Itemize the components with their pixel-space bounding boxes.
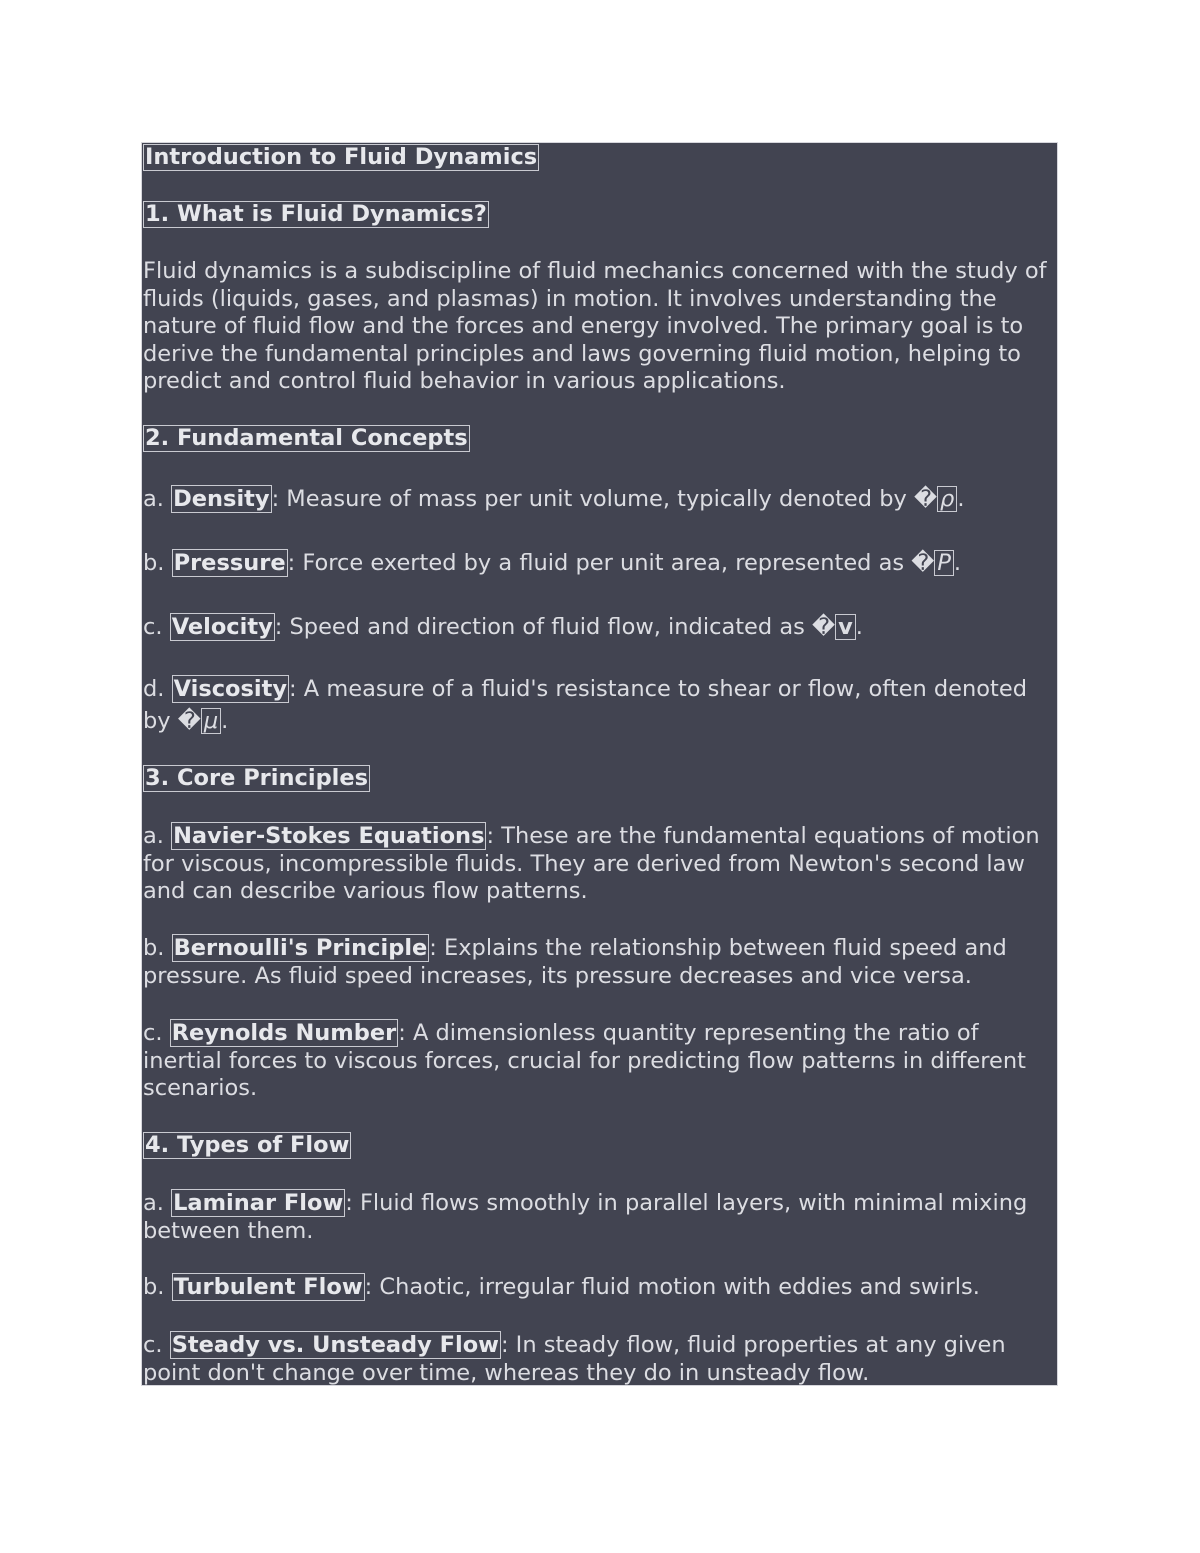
item-term: Navier-Stokes Equations [173, 823, 485, 849]
flow-item-turbulent [143, 1274, 1057, 1302]
item-text: : Chaotic, irregular fluid motion with eddies and swirls. [364, 1274, 980, 1300]
item-prefix: b. [143, 935, 172, 961]
concept-item-density [143, 486, 1057, 514]
replacement-glyph: � [812, 614, 836, 640]
flow-item-laminar [143, 1190, 1057, 1245]
section-heading: 2. Fundamental Concepts [145, 425, 468, 451]
item-prefix: c. [143, 1020, 170, 1046]
item-prefix: a. [143, 1190, 172, 1216]
item-end: . [953, 550, 962, 576]
item-term: Density [173, 486, 270, 512]
replacement-glyph: � [177, 708, 201, 734]
section-4-heading-block [143, 1132, 1057, 1160]
section-3-heading-block [143, 765, 1057, 793]
principle-item-bernoulli [143, 935, 1057, 990]
replacement-glyph: � [913, 486, 938, 512]
item-text: : Measure of mass per unit volume, typically denoted by [271, 486, 914, 512]
item-prefix: c. [143, 1332, 170, 1358]
item-text: : A dimensionless quantity representing the ratio of inertial forces to viscous forces, crucial for predicting flow patterns in different scenarios. [143, 1020, 1026, 1101]
item-term: Viscosity [173, 676, 288, 702]
item-text: : Speed and direction of fluid flow, indicated as [274, 614, 813, 640]
item-end: . [855, 614, 863, 640]
item-text: : Explains the relationship between fluid speed and pressure. As fluid speed increases, its pressure decreases and vice versa. [143, 935, 1007, 989]
item-term: Bernoulli's Principle [173, 935, 428, 961]
math-symbol: ρ [937, 486, 957, 512]
item-text: : In steady flow, fluid properties at any given point don't change over time, whereas they do in unsteady flow. [143, 1332, 1006, 1386]
section-1-paragraph: Fluid dynamics is a subdiscipline of fluid mechanics concerned with the study of fluids (liquids, gases, and plasmas) in motion. It involves understanding the nature of fluid flow and the forces and energy involved. The primary goal is to derive the fundamental principles and laws governing fluid motion, helping to predict and control fluid behavior in various applications. [143, 258, 1047, 394]
item-term: Reynolds Number [171, 1020, 397, 1046]
item-term: Laminar Flow [173, 1190, 344, 1216]
item-end: . [957, 486, 965, 512]
principle-item-reynolds [143, 1020, 1057, 1103]
item-text: : Fluid flows smoothly in parallel layers, with minimal mixing between them. [143, 1190, 1028, 1244]
flow-item-steady-unsteady [143, 1332, 1057, 1386]
item-prefix: d. [143, 676, 172, 702]
item-end: . [221, 708, 229, 734]
section-heading: 1. What is Fluid Dynamics? [145, 201, 487, 227]
item-prefix: a. [143, 823, 172, 849]
item-text: : Force exerted by a fluid per unit area, represented as [287, 550, 912, 576]
concept-item-velocity [143, 614, 1057, 642]
item-term: Turbulent Flow [173, 1274, 363, 1300]
section-1-heading-block [143, 201, 1057, 229]
section-heading: 4. Types of Flow [145, 1132, 350, 1158]
item-prefix: b. [143, 1274, 172, 1300]
section-2-heading-block [143, 425, 1057, 453]
math-symbol: μ [201, 708, 221, 734]
document-title: Introduction to Fluid Dynamics [145, 144, 538, 170]
item-term: Steady vs. Unsteady Flow [171, 1332, 499, 1358]
document-page [141, 142, 1058, 1386]
item-prefix: b. [143, 550, 172, 576]
concept-item-viscosity [143, 673, 1057, 737]
principle-item-navier-stokes [143, 823, 1057, 906]
item-term: Velocity [171, 614, 273, 640]
math-symbol: P [934, 550, 954, 576]
item-prefix: a. [143, 486, 172, 512]
item-term: Pressure [173, 550, 286, 576]
item-text: : A measure of a fluid's resistance to shear or flow, often denoted by [143, 676, 1027, 734]
concept-item-pressure [143, 550, 1057, 578]
section-heading: 3. Core Principles [145, 765, 369, 791]
item-text: : These are the fundamental equations of motion for viscous, incompressible fluids. They are derived from Newton's second law and can describe various flow patterns. [143, 823, 1040, 904]
math-symbol: v [835, 614, 856, 640]
replacement-glyph: � [911, 550, 935, 576]
document-title-block [143, 144, 1057, 172]
item-prefix: c. [143, 614, 170, 640]
